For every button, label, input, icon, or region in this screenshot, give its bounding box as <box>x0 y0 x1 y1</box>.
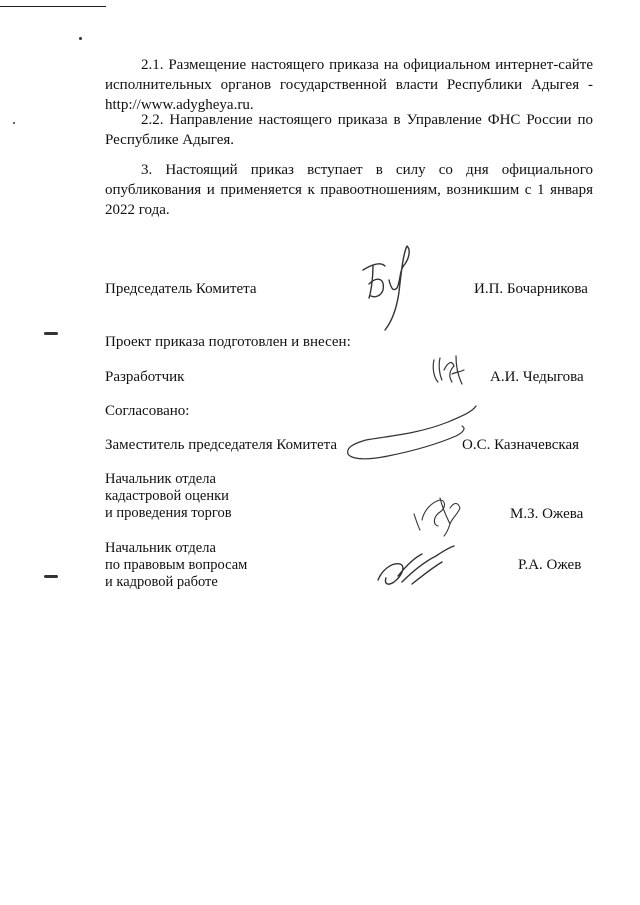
cadastral-head-signature <box>410 490 470 538</box>
scan-speck <box>13 122 15 124</box>
agreed-label: Согласовано: <box>105 403 190 419</box>
chairman-signature <box>355 240 425 335</box>
developer-title: Разработчик <box>105 369 185 385</box>
legal-head-line: и кадровой работе <box>105 574 218 590</box>
developer-signature <box>428 352 468 390</box>
cadastral-head-title <box>105 471 232 522</box>
scan-speck <box>79 37 82 40</box>
deputy-name: О.С. Казначевская <box>462 437 580 453</box>
cadastral-head-line: и проведения торгов <box>105 505 232 521</box>
legal-head-signature <box>372 536 462 592</box>
legal-head-line: по правовым вопросам <box>105 557 248 573</box>
cadastral-head-line: Начальник отдела <box>105 471 216 487</box>
cadastral-head-name: М.З. Ожева <box>510 506 584 522</box>
paragraph-3: 3. Настоящий приказ вступает в силу со дня официального опубликования и применяется к правоотношениям, возникшим с 1 января 2022 года. <box>105 162 593 218</box>
chairman-name: И.П. Бочарникова <box>474 281 588 297</box>
chairman-title: Председатель Комитета <box>105 281 257 297</box>
legal-head-title <box>105 540 247 591</box>
developer-name: А.И. Чедыгова <box>490 369 584 385</box>
scan-speck <box>44 575 58 578</box>
paragraph-2-1: 2.1. Размещение настоящего приказа на официальном интернет-сайте исполнительных органов государственной власти Республики Адыгея - http://www.adygheya.ru. <box>105 57 593 113</box>
legal-head-line: Начальник отдела <box>105 540 216 556</box>
header-rule <box>0 6 106 7</box>
legal-head-name: Р.А. Ожев <box>518 557 582 573</box>
deputy-signature <box>338 402 488 464</box>
deputy-title: Заместитель председателя Комитета <box>105 437 337 453</box>
prepared-label: Проект приказа подготовлен и внесен: <box>105 334 351 350</box>
scan-speck <box>44 332 58 335</box>
cadastral-head-line: кадастровой оценки <box>105 488 229 504</box>
paragraph-2-2: 2.2. Направление настоящего приказа в Управление ФНС России по Республике Адыгея. <box>105 112 593 148</box>
